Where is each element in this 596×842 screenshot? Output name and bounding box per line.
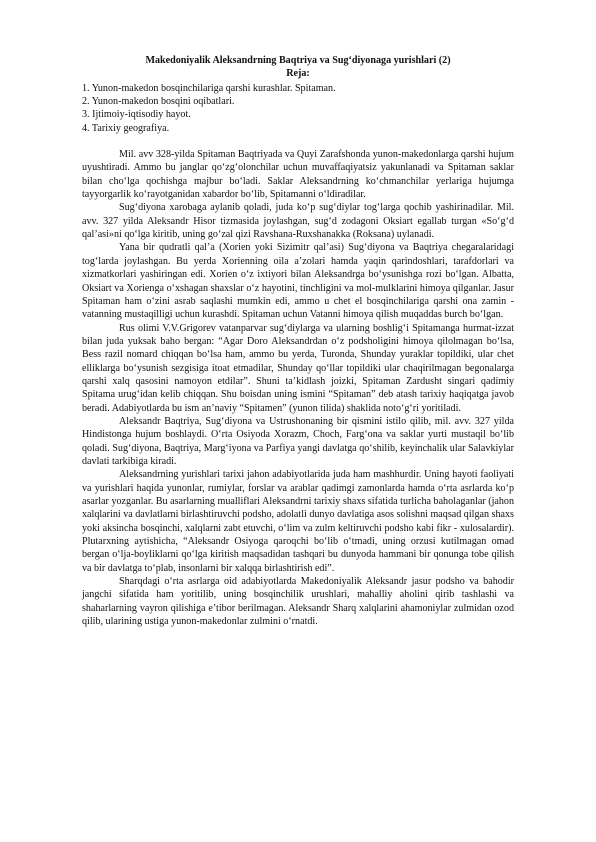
body-paragraph: Yana bir qudratli qal’a (Xorien yoki Sizimitr qal’asi) Sug‘diyona va Baqtriya chegaralaridagi tog‘larda joylashgan. Bu yerda Xorienning oila a’zolari hamda yaqin qarindoshlari, tarafdorlari va xizmatkorlari yashiringan edi. Xorien o‘z ixtiyori bilan Aleksandrga bo‘ysunishga rozi bo‘lgan. Albatta, Oksiart va Xorienga o‘xshagan shaxslar o‘z hayotini, tinchligini va mol-mulklarini himoya qilganlar. Jasur Spitaman ham o‘zini asrab saqlashi mumkin edi, ammo u chet el bosqinchilariga qarshi ona zamin - vatanning mustaqilligi uchun kurashdi. Spitaman uchun Vatanni himoya qilish muqaddas burch bo‘lgan. [82, 242, 514, 321]
spacer [82, 135, 514, 148]
plan-list [82, 82, 514, 135]
body-paragraph: Rus olimi V.V.Grigorev vatanparvar sug‘diylarga va ularning boshlig‘i Spitamanga hurmat-izzat bilan juda yuksak baho bergan: “Agar Doro Aleksandrdan o‘z podsholigini himoya qilolmagan bo‘lsa, Bess razil nomard chiqqan bo‘lsa ham, ammo bu yerda, Turonda, Shunday yuraklar topildiki, ular chet elliklarga bo‘ysunish sezgisiga itoat etmadilar, Shunday qo‘llar topildiki ular chaqirilmagan begonalarga qarshi xalq qasosini namoyon etdilar”. Shuni ta’kidlash joizki, Spitaman Zardusht singari qadimiy Spitama urug‘idan kelib chiqqan. Shu boisdan uning ismini “Spitaman” deb atash tarixiy haqiqatga javob beradi. Adabiyotlarda bu ism an’naviy “Spitamen” (yunon tilida) shaklida noto‘g‘ri yoritiladi. [82, 322, 514, 414]
body-paragraph: Aleksandrning yurishlari tarixi jahon adabiyotlarida juda ham mashhurdir. Uning hayoti faoliyati va yurishlari haqida yunonlar, rumiylar, forslar va arablar qadimgi zamonlarda hamda o‘rta asrlarda ko‘p asarlar yozganlar. Bu asarlarning mualliflari Aleksandrni tarixiy shaxs sifatida turlicha baholaganlar (jahon xalqlarini va davlatlarni birlashtiruvchi podsho, adolatli dunyo davlatiga asos solishni maqsad qilgan shaxs yoki aksincha bosqinchi, xalqlarni zabt etuvchi, o‘lim va zulm keltiruvchi podsho kabi fikr - xulosalardir). Plutarxning aytishicha, “Aleksandr Osiyoga qaroqchi bo‘lib o‘tmadi, uning orzusi kutilmagan omad bergan o‘lja-boyliklarni qo‘lga kiritish maqsadidan tashqari bu dunyoda hammani bir qonunga tobe qilish va bir davlatga to‘plab, insonlarni bir xalqqa birlashtirish edi”. [82, 469, 514, 574]
plan-item: 4. Tarixiy geografiya. [82, 122, 170, 134]
document-title: Makedoniyalik Aleksandrning Baqtriya va Sug‘diyonaga yurishlari (2) [145, 55, 451, 66]
plan-item: 3. Ijtimoiy-iqtisodiy hayot. [82, 109, 191, 121]
plan-item: 2. Yunon-makedon bosqini oqibatlari. [82, 96, 235, 108]
plan-item: 1. Yunon-makedon bosqinchilariga qarshi kurashlar. Spitaman. [82, 82, 336, 94]
body-paragraph: Aleksandr Baqtriya, Sug‘diyona va Ustrushonaning bir qismini istilo qilib, mil. avv. 327 yilda Hindistonga hujum boshlaydi. O‘rta Osiyoda Xorazm, Choch, Farg‘ona va saklar yurti mustaqil bo‘lib qoladi. Sug‘diyona, Baqtriya, Marg‘iyona va Parfiya yangi davlatga qo‘shilib, keyinchalik ular Salavkiylar davlati tarkibiga kiradi. [82, 415, 514, 467]
plan-heading: Reja: [286, 68, 310, 80]
body-paragraph: Sharqdagi o‘rta asrlarga oid adabiyotlarda Makedoniyalik Aleksandr jasur podsho va bahodir jangchi sifatida ham yoritilib, uning bosqinchilik urushlari, mahalliy aholini qirib tashlashi va shaharlarning vayron qilishiga e’tibor berilmagan. Aleksandr Sharq xalqlarini ahamoniylar zulmidan ozod qilib, ularining ustiga yunon-makedonlar zulmini o‘rnatdi. [82, 576, 514, 628]
document-page [82, 54, 514, 628]
body-paragraph: Mil. avv 328-yilda Spitaman Baqtriyada va Quyi Zarafshonda yunon-makedonlarga qarshi hujum uyushtiradi. Ammo bu janglar qo‘zg‘olonchilar uchun muvaffaqiyatsiz yakunlanadi va Spitaman saklar bilan cho‘lga qochishga majbur bo‘ladi. Saklar Aleksandrning ko‘chmanchilar yerlariga hujumga tayyorgarlik ko‘rayotganidan xabardor bo‘lib, Spitamanni o‘ldiradilar. [82, 149, 514, 201]
body-paragraph: Sug‘diyona xarobaga aylanib qoladi, juda ko‘p sug‘diylar tog‘larga qochib yashirinadilar. Mil. avv. 327 yilda Aleksandr Hisor tizmasida joylashgan, sug‘d zodagoni Oksiart egallab turgan «So‘g‘d qal’asi»ni qo‘lga kiritib, uning go‘zal qizi Ravshana-Ruxshanakka (Roksana) uylanadi. [82, 202, 514, 241]
